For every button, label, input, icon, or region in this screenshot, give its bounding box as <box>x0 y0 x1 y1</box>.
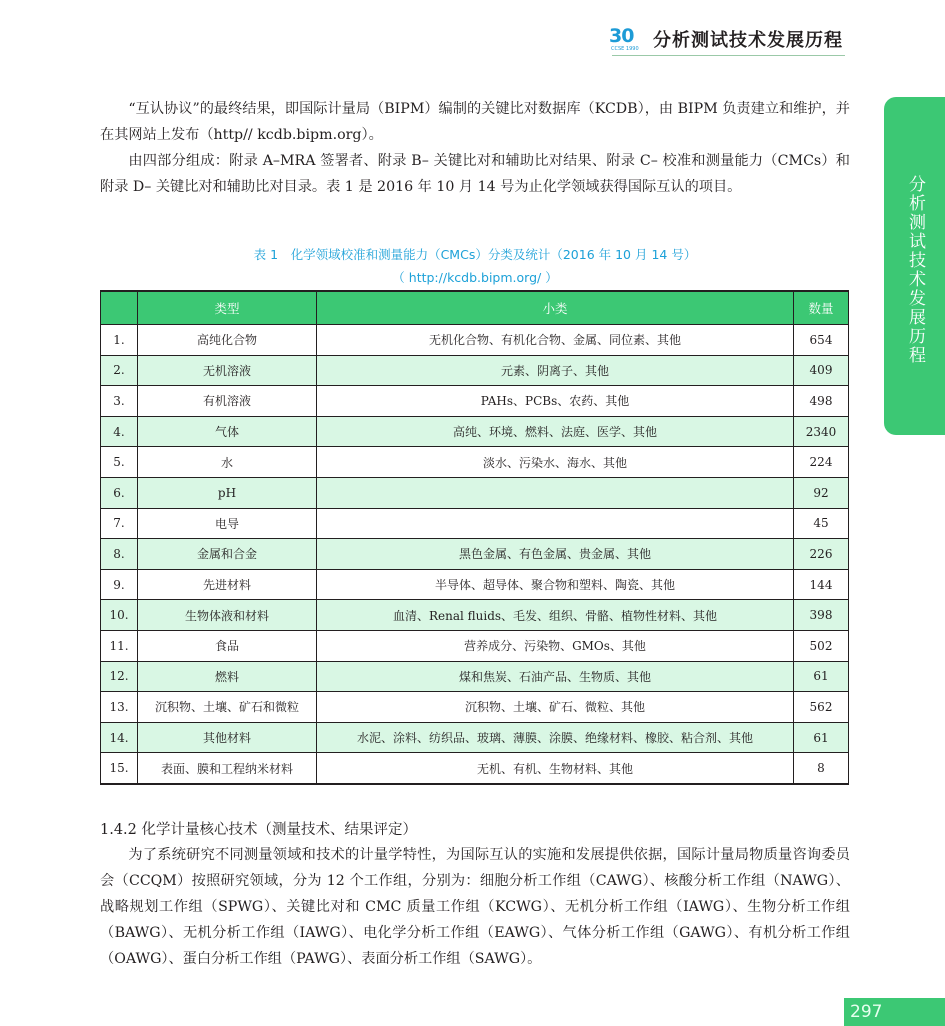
row-count: 45 <box>794 508 849 539</box>
row-subcategory: 煤和焦炭、石油产品、生物质、其他 <box>317 661 794 692</box>
table-row <box>101 600 849 631</box>
row-count: 226 <box>794 539 849 570</box>
row-count: 92 <box>794 477 849 508</box>
row-subcategory: 营养成分、污染物、GMOs、其他 <box>317 630 794 661</box>
side-tab-label: 分析测试技术发展历程 <box>905 175 925 365</box>
row-type: 沉积物、土壤、矿石和微粒 <box>138 692 317 723</box>
intro-paragraph-1: “互认协议”的最终结果，即国际计量局（BIPM）编制的关键比对数据库（KCDB），由 BIPM 负责建立和维护，并在其网站上发布（http// kcdb.bipm.org）。 <box>100 101 850 143</box>
row-type: 无机溶液 <box>138 355 317 386</box>
table-row <box>101 539 849 570</box>
table-row <box>101 386 849 417</box>
section-paragraph: 为了系统研究不同测量领域和技术的计量学特性，为国际互认的实施和发展提供依据，国际计量局物质量咨询委员会（CCQM）按照研究领域，分为 12 个工作组，分别为：细胞分析工作组（CAWG）、核酸分析工作组（NAWG）、战略规划工作组（SPWG）、关键比对和 CMC 质量工作组（KCWG）、无机分析工作组（IAWG）、生物分析工作组（BAWG）、无机分析工作组（IAWG）、电化学分析工作组（EAWG）、气体分析工作组（GAWG）、有机分析工作组（OAWG）、蛋白分析工作组（PAWG）、表面分析工作组（SAWG）。 <box>100 847 850 967</box>
row-subcategory: 半导体、超导体、聚合物和塑料、陶瓷、其他 <box>317 569 794 600</box>
table-row <box>101 661 849 692</box>
row-count: 61 <box>794 661 849 692</box>
row-count: 144 <box>794 569 849 600</box>
row-type: 金属和合金 <box>138 539 317 570</box>
row-type: 其他材料 <box>138 722 317 753</box>
row-type: 有机溶液 <box>138 386 317 417</box>
row-count: 502 <box>794 630 849 661</box>
header-count: 数量 <box>794 291 849 325</box>
row-type: 电导 <box>138 508 317 539</box>
row-number: 5. <box>101 447 138 478</box>
table-row <box>101 630 849 661</box>
row-number: 3. <box>101 386 138 417</box>
row-type: 气体 <box>138 416 317 447</box>
row-number: 10. <box>101 600 138 631</box>
row-number: 12. <box>101 661 138 692</box>
table-row <box>101 508 849 539</box>
table-row <box>101 325 849 356</box>
row-count: 8 <box>794 753 849 784</box>
row-number: 7. <box>101 508 138 539</box>
row-count: 409 <box>794 355 849 386</box>
row-subcategory: 无机化合物、有机化合物、金属、同位素、其他 <box>317 325 794 356</box>
row-count: 398 <box>794 600 849 631</box>
section-heading: 1.4.2 化学计量核心技术（测量技术、结果评定） <box>100 822 418 838</box>
row-subcategory: 高纯、环境、燃料、法庭、医学、其他 <box>317 416 794 447</box>
row-type: 高纯化合物 <box>138 325 317 356</box>
row-number: 4. <box>101 416 138 447</box>
header-type: 类型 <box>138 291 317 325</box>
row-number: 15. <box>101 753 138 784</box>
row-type: 食品 <box>138 630 317 661</box>
table-row <box>101 722 849 753</box>
header-number <box>101 291 138 325</box>
page-number: 297 <box>844 998 945 1026</box>
table-caption-url: （ http://kcdb.bipm.org/ ） <box>392 270 558 285</box>
row-number: 13. <box>101 692 138 723</box>
row-number: 14. <box>101 722 138 753</box>
row-count: 224 <box>794 447 849 478</box>
table-caption: 表 1 化学领域校准和测量能力（CMCs）分类及统计（2016 年 10 月 14 号） <box>253 247 697 262</box>
row-type: 燃料 <box>138 661 317 692</box>
header-title: 分析测试技术发展历程 <box>653 30 843 51</box>
row-count: 61 <box>794 722 849 753</box>
row-count: 498 <box>794 386 849 417</box>
header-divider <box>612 55 845 56</box>
row-subcategory <box>317 477 794 508</box>
row-subcategory: 血清、Renal fluids、毛发、组织、骨骼、植物性材料、其他 <box>317 600 794 631</box>
logo-sub: CCSE 1990 <box>611 46 639 52</box>
table-row <box>101 416 849 447</box>
anniversary-logo <box>609 27 645 51</box>
row-type: pH <box>138 477 317 508</box>
row-type: 表面、膜和工程纳米材料 <box>138 753 317 784</box>
row-subcategory: PAHs、PCBs、农药、其他 <box>317 386 794 417</box>
row-count: 2340 <box>794 416 849 447</box>
table-row <box>101 692 849 723</box>
row-count: 654 <box>794 325 849 356</box>
cmc-statistics-table <box>100 290 849 785</box>
row-type: 先进材料 <box>138 569 317 600</box>
logo-number: 30 <box>609 25 634 47</box>
row-type: 水 <box>138 447 317 478</box>
row-subcategory: 淡水、污染水、海水、其他 <box>317 447 794 478</box>
intro-paragraph-2: 由四部分组成：附录 A–MRA 签署者、附录 B– 关键比对和辅助比对结果、附录 C– 校准和测量能力（CMCs）和附录 D– 关键比对和辅助比对目录。表 1 是 2016 年 10 月 14 号为止化学领域获得国际互认的项目。 <box>100 153 850 195</box>
row-type: 生物体液和材料 <box>138 600 317 631</box>
page-header <box>609 22 843 56</box>
table-row <box>101 355 849 386</box>
row-subcategory: 水泥、涂料、纺织品、玻璃、薄膜、涂膜、绝缘材料、橡胶、粘合剂、其他 <box>317 722 794 753</box>
chapter-side-tab <box>884 97 945 435</box>
table-row <box>101 569 849 600</box>
row-subcategory: 元素、阴离子、其他 <box>317 355 794 386</box>
row-count: 562 <box>794 692 849 723</box>
row-number: 9. <box>101 569 138 600</box>
row-subcategory <box>317 508 794 539</box>
table-row <box>101 753 849 784</box>
table-row <box>101 447 849 478</box>
row-number: 11. <box>101 630 138 661</box>
table-row <box>101 477 849 508</box>
row-number: 6. <box>101 477 138 508</box>
row-number: 2. <box>101 355 138 386</box>
row-number: 1. <box>101 325 138 356</box>
header-subcategory: 小类 <box>317 291 794 325</box>
row-subcategory: 无机、有机、生物材料、其他 <box>317 753 794 784</box>
row-subcategory: 沉积物、土壤、矿石、微粒、其他 <box>317 692 794 723</box>
table-header-row <box>101 291 849 325</box>
row-number: 8. <box>101 539 138 570</box>
row-subcategory: 黑色金属、有色金属、贵金属、其他 <box>317 539 794 570</box>
